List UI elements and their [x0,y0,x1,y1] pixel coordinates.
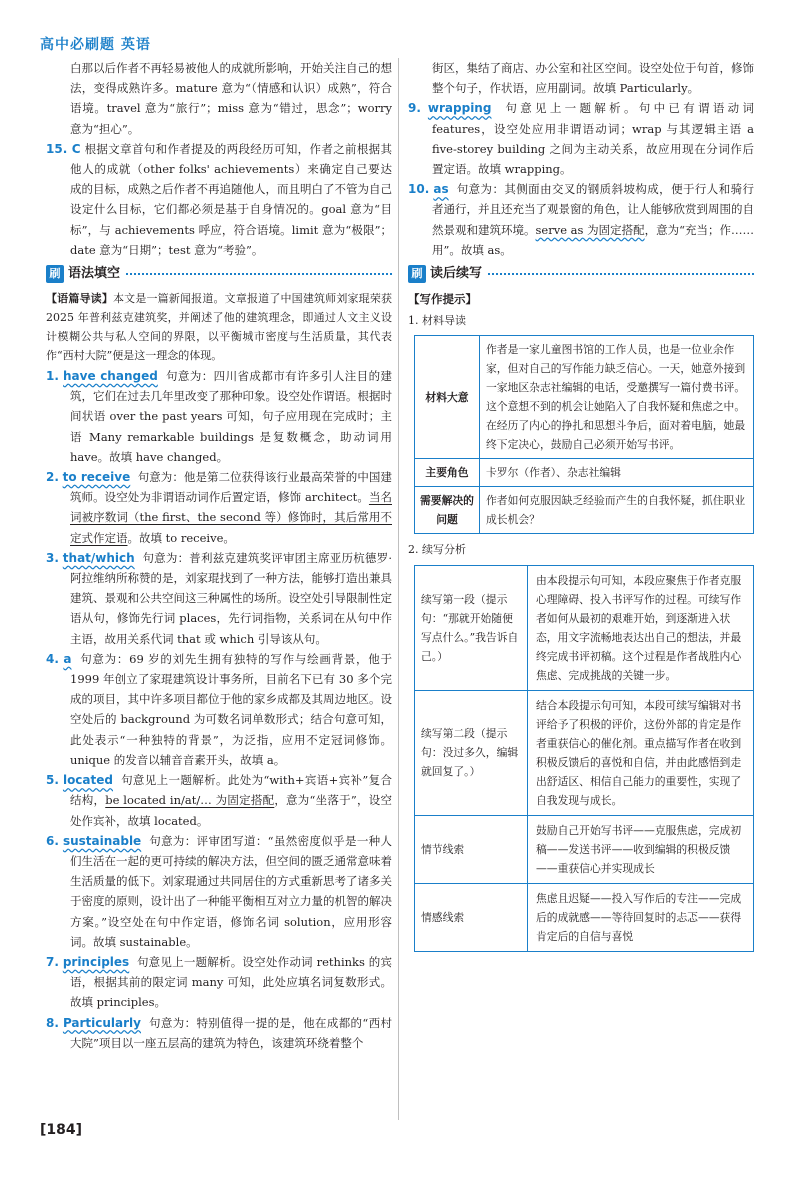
answer-item-3 [46,548,392,649]
row-value: 焦虑且迟疑——投入写作后的专注——完成后的成就感——等待回复时的忐忑——获得肯定后的自信与喜悦 [528,883,754,951]
section-dotted-rule [126,273,392,275]
grammar-rule: 当名词被序数词（the first、the second 等）修饰时，其后常用不定式作定语 [70,490,392,545]
left-column [46,58,392,1053]
item-number: 9. [408,101,421,116]
grammar-rule: be located in/at/… 为固定搭配 [105,793,275,808]
answer-explanation: 句意见上一题解析。设空处作动词 rethinks 的宾语，根据其前的限定词 many 可知，此处应填名词复数形式。故填 principles。 [70,954,393,1010]
answer-explanation-end: ，意为“充当；作……用”。故填 as。 [432,222,754,257]
item-number: 4. [46,651,59,666]
answer-item-15 [46,139,392,260]
answer-explanation-end: 。故填 to receive。 [127,530,235,545]
row-header: 续写第二段（提示句：没过多久，编辑就回复了。） [415,690,528,815]
answer-item-5 [46,770,392,831]
section-title: 读后续写 [430,265,483,281]
subheading-writing-analysis: 2. 续写分析 [408,543,466,557]
guide-label: 【语篇导读】 [46,292,113,306]
table-row [415,487,754,534]
answer-item-2 [46,467,392,548]
answer-explanation: 句意为：他是第二位获得该行业最高荣誉的中国建筑师。设空处为非谓语动词作后置定语，修饰 architect。 [70,470,392,505]
answer-word: wrapping [427,101,492,116]
answer-word: Particularly [62,1015,141,1030]
section-badge: 刷 [408,265,426,283]
answer-explanation: 句意为：评审团写道：“虽然密度似乎是一种人们生活在一起的更可持续的解决方法，但空间的匮乏通常意味着生活质量的低下。刘家琨通过共同居住的方式重新思考了诸多关于密度的原则，设计出了一种能平衡相互对立力量的机智的解决方案。”设空处在句中作定语，修饰名词 solution，应用形容词。故填 sustainable。 [70,833,393,949]
reading-guide [46,289,392,365]
row-value: 结合本段提示句可知，本段可续写编辑对书评给予了积极的评价，这份外部的肯定是作者重获信心的催化剂。重点描写作者在收到积极反馈后的喜悦和自信，并由此感悟到走出舒适区、相信自己能力的重要性，实现了自我发现与成长。 [528,690,754,815]
answer-item-1 [46,366,392,467]
right-column [408,58,754,952]
row-value: 作者如何克服因缺乏经验而产生的自我怀疑，抓住职业成长机会？ [480,487,754,534]
answer-explanation-end: ，意为“坐落于”，设空处作宾补，故填 located。 [70,793,392,828]
answer-explanation: 句意为：四川省成都市有许多引人注目的建筑，它们在过去几年里改变了那种印象。设空处作谓语。根据时间状语 over the past years 可知，句子应用现在完成时；主语 Many remarkable buildings 是复数概念，助动词用 have。故填 have changed。 [70,369,393,464]
answer-key: 15. C [46,141,81,156]
writing-tip-label: 【写作提示】 [408,292,477,307]
item-number: 7. [46,954,59,969]
row-header: 续写第一段（提示句：“那就开始随便写点什么。”我告诉自己。） [415,565,528,690]
answer-word: to receive [62,470,131,485]
answer-word: sustainable [62,833,142,848]
answer-word: a [63,651,72,666]
answer-word: have changed [63,369,158,384]
page-header-title: 高中必刷题 英语 [40,37,151,53]
subheading-material-guide: 1. 材料导读 [408,314,466,328]
answer-explanation: 句意为：特别值得一提的是，他在成都的“西村大院”项目以一座五层高的建筑为特色，该建筑环绕着整个 [70,1015,393,1050]
table-row [415,883,754,951]
item-number: 1. [46,369,59,384]
answer-explanation: 句意为：69 岁的刘先生拥有独特的写作与绘画背景，他于 1999 年创立了家琨建筑设计事务所，目前名下已有 30 多个完成的项目，其中许多项目都位于他的家乡成都及其周边地区。设空处后的 background 为可数名词单数形式；结合句意可知，此处表示“一种独特的背景”，为泛指，应用不定冠词修饰。unique 的发音以辅音音素开头，故填 a。 [70,651,393,767]
row-value: 卡罗尔（作者）、杂志社编辑 [480,459,754,487]
answer-item-6 [46,831,392,952]
answer-word: that/which [62,550,135,565]
section-badge: 刷 [46,265,64,283]
answer-explanation: 句意见上一题解析。此处为“with+宾语+宾补”复合结构， [70,773,393,808]
page-number: [184] [40,1122,83,1138]
answer-item-4 [46,649,392,770]
table-row [415,690,754,815]
continued-paragraph: 白那以后作者不再轻易被他人的成就所影响，开始关注自己的想法，变得成熟许多。mature 意为“（情感和认识）成熟”，符合语境。travel 意为“旅行”；miss 意为“错过，思念”；worry 意为“担心”。 [70,61,392,136]
answer-explanation: 句意为：其侧面由交叉的钢质斜坡构成，便于行人和骑行者通行，并且还充当了观景窗的角色，让人能够欣赏到周围的自然景观和建筑环境。 [432,182,755,237]
answer-word: principles [62,954,130,969]
answer-item-9 [408,98,754,179]
answer-explanation: 句意见上一题解析。句中已有谓语动词 features，设空处应用非谓语动词；wrap 与其逻辑主语 a five-storey building 之间为主动关系，故应用现在分词作后置定语。故填 wrapping。 [432,101,755,177]
row-header: 情感线索 [415,883,528,951]
column-divider [398,58,399,1120]
section-continuation-writing [408,263,754,285]
item-number: 8. [46,1015,59,1030]
answer-word: located [62,773,113,788]
row-value: 由本段提示句可知，本段应聚焦于作者克服心理障碍、投入书评写作的过程。可续写作者如何从最初的艰难开始，到逐渐进入状态，用文字流畅地表达出自己的想法，并最终完成书评初稿。这个过程是作者战胜内心焦虑、完成挑战的关键一步。 [528,565,754,690]
table-row [415,459,754,487]
row-value: 鼓励自己开始写书评——克服焦虑，完成初稿——发送书评——收到编辑的积极反馈——重获信心并实现成长 [528,815,754,883]
section-dotted-rule [488,273,754,275]
row-header: 情节线索 [415,815,528,883]
row-header: 材料大意 [415,336,480,459]
section-grammar-fill [46,263,392,285]
row-header: 主要角色 [415,459,480,487]
table-row [415,815,754,883]
item-number: 10. [408,182,430,197]
row-value: 作者是一家儿童图书馆的工作人员，也是一位业余作家，但对自己的写作能力缺乏信心。一天，她意外接到一家地区杂志社编辑的电话，受邀撰写一篇付费书评。这个意想不到的机会让她陷入了自我怀疑和焦虑之中。在经历了内心的挣扎和思想斗争后，面对着电脑，她最终下定决心，鼓励自己必须开始写书评。 [480,336,754,459]
table-row [415,336,754,459]
item-number: 6. [46,833,59,848]
answer-explanation: 句意为：普利兹克建筑奖评审团主席亚历杭德罗·阿拉维纳所称赞的是，刘家琨找到了一种方法，能够打造出兼具建筑、景观和公共空间这三种属性的场所。设空处引导限制性定语从句，修饰先行词 places，先行词指物，关系词在从句中作主语，故用关系代词 that 或 which 引导该从句。 [70,550,393,646]
continued-paragraph: 街区，集结了商店、办公室和社区空间。设空处位于句首，修饰整个句子，作状语，应用副词。故填 Particularly。 [432,61,754,96]
table-row [415,565,754,690]
answer-item-10 [408,179,754,260]
writing-analysis-table [414,565,754,952]
answer-word: as [433,182,449,197]
section-title: 语法填空 [68,265,121,281]
guide-text: 本文是一篇新闻报道。文章报道了中国建筑师刘家琨荣获 2025 年普利兹克建筑奖，并阐述了他的建筑理念，即通过人文主义设计模糊公共与私人空间的界限，以平衡城市密度与生活质量，其代表作“西村大院”便是这一理念的体现。 [46,292,392,363]
answer-explanation: 根据文章首句和作者提及的两段经历可知，作者之前根据其他人的成就（other folks' achievements）来确定自己要达成的目标，成熟之后作者不再追随他人，而且明白了不管为自己设定什么目标，它们都必须是基于自身情况的。goal 意为“目标”，与 achievements 呼应，符合语境。limit 意为“极限”；date 意为“日期”；test 意为“考验”。 [70,141,393,257]
material-guide-table [414,335,754,534]
answer-item-8 [46,1013,392,1053]
item-number: 2. [46,470,59,485]
item-number: 5. [46,773,59,788]
answer-item-7 [46,952,392,1013]
grammar-rule: serve as 为固定搭配 [535,222,645,237]
row-header: 需要解决的问题 [415,487,480,534]
item-number: 3. [46,550,59,565]
